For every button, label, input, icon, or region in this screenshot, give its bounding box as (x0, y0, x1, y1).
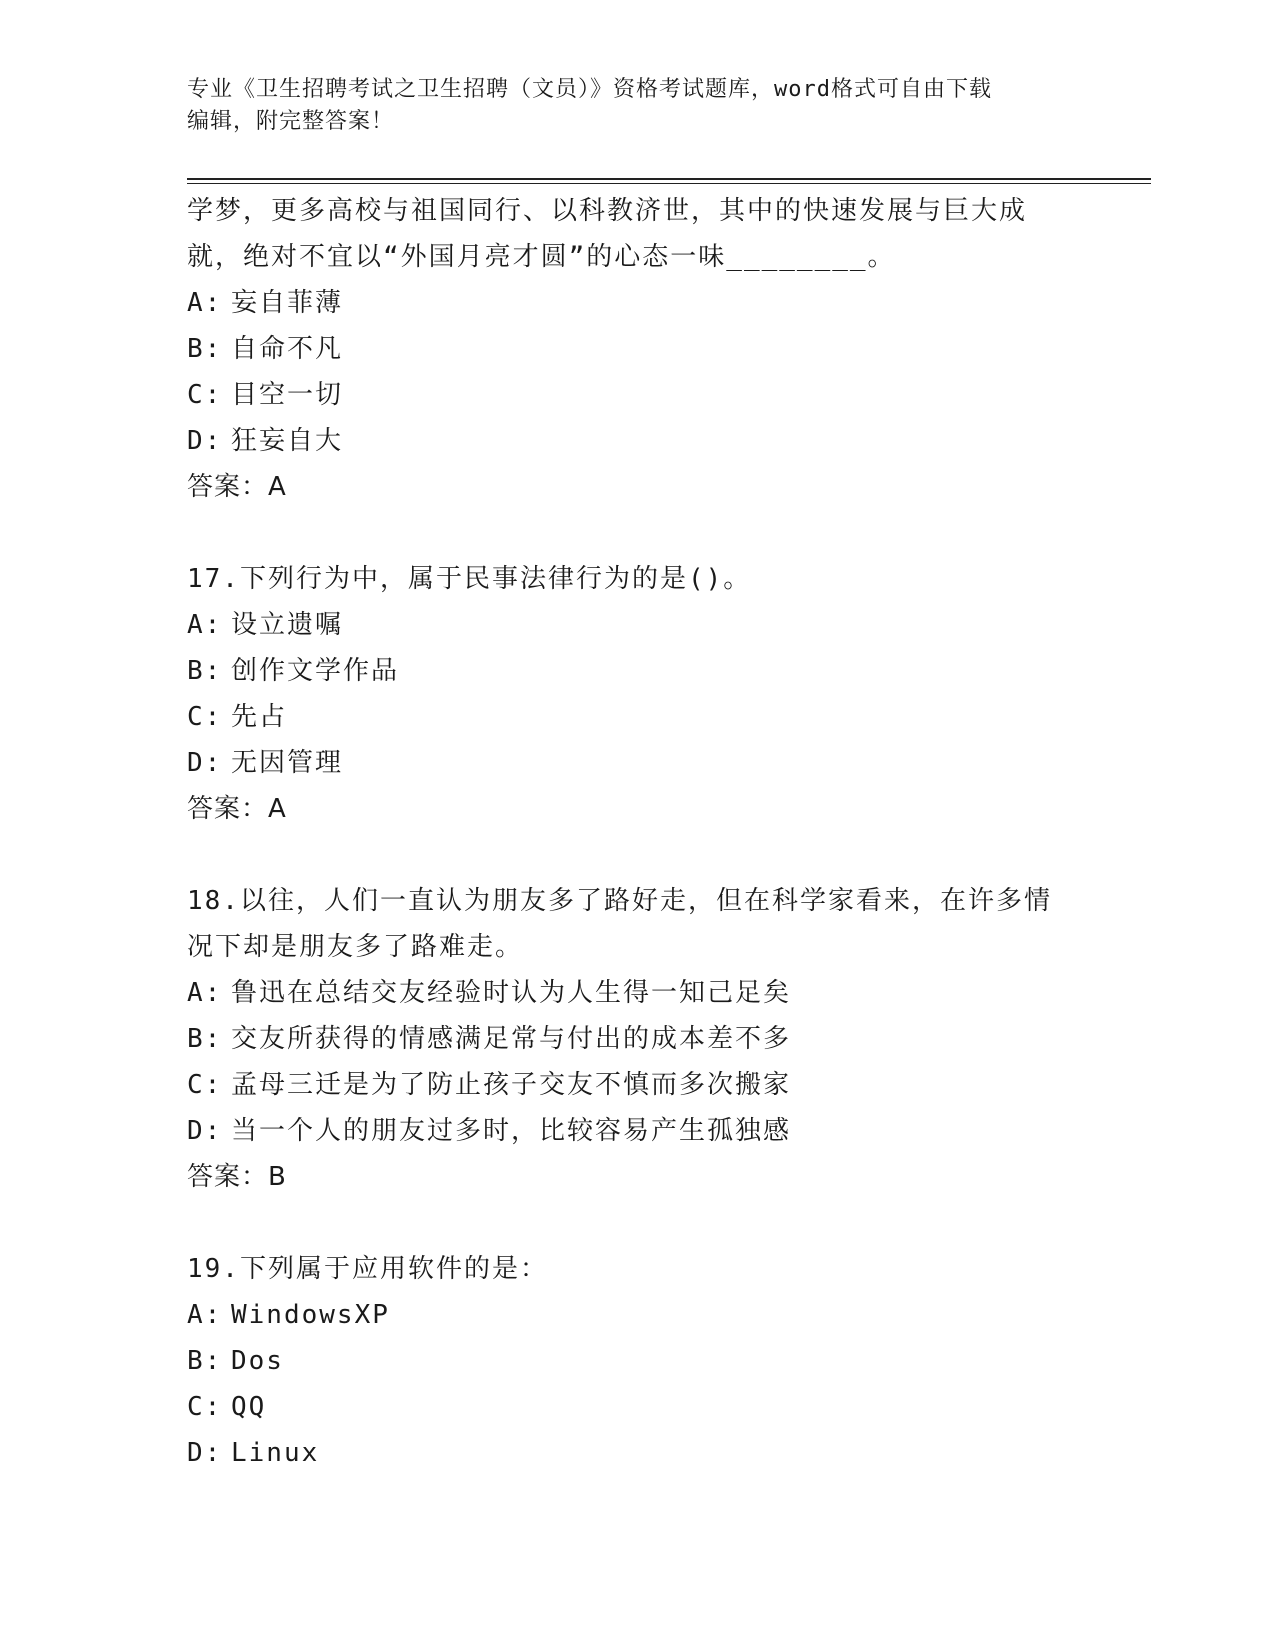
option-d (187, 418, 1117, 464)
option-c (187, 1062, 1117, 1108)
option-text: QQ (231, 1392, 267, 1422)
question-list (187, 188, 1117, 1476)
option-text: 先占 (231, 702, 288, 732)
option-text: 无因管理 (231, 748, 344, 778)
option-c (187, 694, 1117, 740)
option-text: 鲁迅在总结交友经验时认为人生得一知己足矣 (231, 978, 792, 1008)
option-text: 自命不凡 (231, 334, 344, 364)
option-b (187, 1338, 1117, 1384)
question-text: 17.下列行为中，属于民事法律行为的是()。 (187, 564, 752, 594)
option-label: A: (187, 610, 223, 640)
header-rule-thin (187, 183, 1151, 184)
option-label: D: (187, 426, 223, 456)
header-rule-thick (187, 178, 1151, 180)
option-label: D: (187, 1438, 223, 1468)
option-text: 妄自菲薄 (231, 288, 344, 318)
question-text: 19.下列属于应用软件的是： (187, 1254, 548, 1284)
option-label: C: (187, 1070, 223, 1100)
option-text: Linux (231, 1438, 320, 1468)
option-a (187, 970, 1117, 1016)
option-a (187, 280, 1117, 326)
option-label: C: (187, 702, 223, 732)
question-17 (187, 556, 1117, 832)
question-19 (187, 1246, 1117, 1476)
option-text: 目空一切 (231, 380, 344, 410)
answer: 答案：A (187, 794, 287, 824)
option-label: B: (187, 334, 223, 364)
option-d (187, 740, 1117, 786)
option-c (187, 1384, 1117, 1430)
option-text: 设立遗嘱 (231, 610, 344, 640)
document-header (187, 74, 1087, 138)
option-text: 创作文学作品 (231, 656, 400, 686)
option-label: C: (187, 1392, 223, 1422)
question-text: 况下却是朋友多了路难走。 (187, 932, 524, 962)
option-label: A: (187, 978, 223, 1008)
option-text: WindowsXP (231, 1300, 390, 1330)
spacer (187, 510, 1117, 556)
option-d (187, 1430, 1117, 1476)
header-line-1: 专业《卫生招聘考试之卫生招聘（文员）》资格考试题库，word格式可自由下载 (187, 77, 992, 102)
header-line-2: 编辑，附完整答案！ (187, 109, 395, 134)
question-18 (187, 878, 1117, 1200)
option-text: Dos (231, 1346, 284, 1376)
option-c (187, 372, 1117, 418)
spacer (187, 1200, 1117, 1246)
question-text: 学梦，更多高校与祖国同行、以科教济世，其中的快速发展与巨大成 (187, 196, 1028, 226)
option-label: C: (187, 380, 223, 410)
option-label: D: (187, 748, 223, 778)
option-label: B: (187, 1346, 223, 1376)
answer: 答案：A (187, 472, 287, 502)
question-text: 18.以往，人们一直认为朋友多了路好走，但在科学家看来，在许多情 (187, 886, 1052, 916)
option-label: B: (187, 656, 223, 686)
answer: 答案：B (187, 1162, 287, 1192)
option-text: 狂妄自大 (231, 426, 344, 456)
option-a (187, 1292, 1117, 1338)
option-label: B: (187, 1024, 223, 1054)
option-label: D: (187, 1116, 223, 1146)
option-label: A: (187, 288, 223, 318)
option-b (187, 326, 1117, 372)
question-text: 就，绝对不宜以“外国月亮才圆”的心态一味________。 (187, 242, 896, 272)
option-text: 交友所获得的情感满足常与付出的成本差不多 (231, 1024, 792, 1054)
option-d (187, 1108, 1117, 1154)
option-b (187, 648, 1117, 694)
option-text: 当一个人的朋友过多时，比较容易产生孤独感 (231, 1116, 792, 1146)
question-16 (187, 188, 1117, 510)
option-a (187, 602, 1117, 648)
option-b (187, 1016, 1117, 1062)
option-text: 孟母三迁是为了防止孩子交友不慎而多次搬家 (231, 1070, 792, 1100)
option-label: A: (187, 1300, 223, 1330)
spacer (187, 832, 1117, 878)
